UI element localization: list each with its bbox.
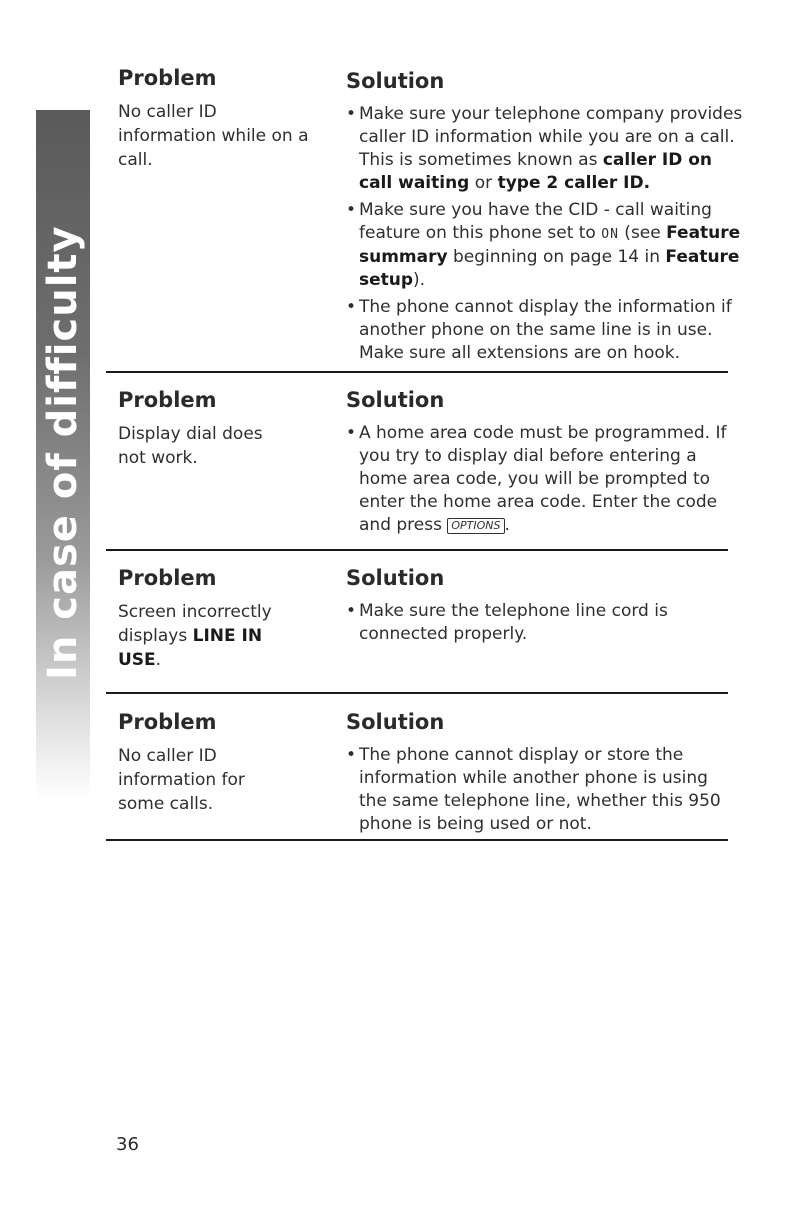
section-tab-label: In case of difficulty <box>40 225 86 680</box>
section-divider <box>106 549 728 551</box>
solution-heading: Solution <box>346 710 445 734</box>
problem-heading: Problem <box>118 566 217 590</box>
solution-heading: Solution <box>346 69 445 93</box>
solution-list <box>346 103 746 365</box>
problem-column <box>118 388 318 470</box>
section-side-tab <box>36 110 90 800</box>
solution-column <box>346 388 746 541</box>
solution-list <box>346 600 691 646</box>
section-divider <box>106 371 728 373</box>
problem-column <box>118 566 318 672</box>
page-number: 36 <box>116 1134 139 1155</box>
section-divider <box>106 692 728 694</box>
solution-list <box>346 422 746 537</box>
problem-column <box>118 66 318 172</box>
solution-heading: Solution <box>346 388 445 412</box>
solution-bullet: • A home area code must be programmed. If you try to display dial before entering a home area code, you will be prompted to enter the home area code. Enter the code and press OPTIONS . <box>346 423 727 535</box>
solution-list <box>346 744 721 836</box>
options-key-icon: OPTIONS <box>447 518 504 534</box>
lcd-on-text: ON <box>601 227 619 242</box>
solution-bullet: • Make sure the telephone line cord is connected properly. <box>346 601 668 644</box>
solution-bullet: • The phone cannot display or store the information while another phone is using the same telephone line, whether this 950 phone is being used or not. <box>346 745 721 834</box>
solution-column <box>346 710 746 840</box>
solution-column <box>346 566 746 650</box>
problem-heading: Problem <box>118 66 217 90</box>
problem-heading: Problem <box>118 388 217 412</box>
problem-text: Screen incorrectly displays LINE IN USE. <box>118 602 272 670</box>
problem-text: No caller ID information while on a call. <box>118 102 309 170</box>
section-divider <box>106 839 728 841</box>
solution-bullet: • The phone cannot display the information if another phone on the same line is in use. Make sure all extensions are on hook. <box>346 297 732 363</box>
solution-heading: Solution <box>346 566 445 590</box>
problem-heading: Problem <box>118 710 217 734</box>
solution-column <box>346 69 746 369</box>
problem-text: Display dial does not work. <box>118 424 263 468</box>
problem-text: No caller ID information for some calls. <box>118 746 245 814</box>
solution-bullet: • Make sure you have the CID - call waiting feature on this phone set to ON (see Feature summary beginning on page 14 in Feature setup). <box>346 200 741 290</box>
solution-bullet: • Make sure your telephone company provides caller ID information while you are on a call. This is sometimes known as caller ID on call waiting or type 2 caller ID. <box>346 104 743 193</box>
problem-column <box>118 710 318 816</box>
